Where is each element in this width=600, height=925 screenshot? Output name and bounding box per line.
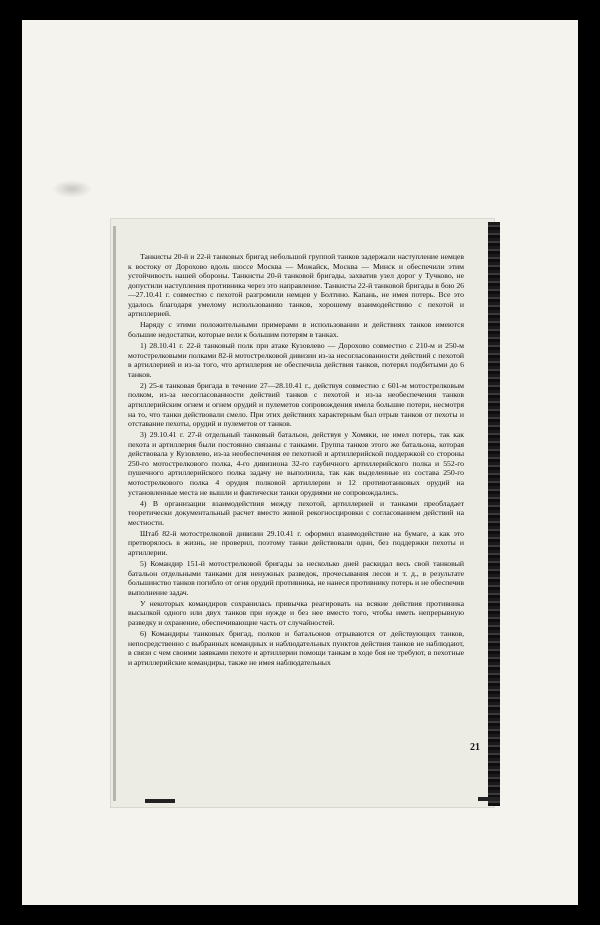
paragraph: У некоторых командиров сохранилась привычка реагировать на всякие действия противника высылкой одного или двух танков при нужде и без нее вместо того, чтобы иметь непрерывную разведку и охранение, обеспечивающие часть от случайностей.: [128, 598, 464, 627]
paragraph: Наряду с этими положительными примерами в использовании и действиях танков имеются большие недостатки, которые вели к большим потерям в танках.: [128, 320, 464, 339]
page-text: [128, 252, 464, 669]
page-bottom-mark-right: [478, 797, 500, 801]
paragraph: Штаб 82-й мотострелковой дивизии 29.10.41 г. оформил взаимодействие на бумаге, а как это претворялось в жизнь, не проверил, поэтому танки действовали одни, без поддержки пехоты и артиллерии.: [128, 528, 464, 557]
paragraph: 1) 28.10.41 г. 22-й танковый полк при атаке Кузовлево — Дорохово совместно с 210-м и 250-м мотострелковыми полками 82-й мотострелковой дивизии из-за несогласованности действий с пехотой в артиллерией и из-за того, что артиллерия не обеспечила действия танков, потерял подбитыми до 6 танков.: [128, 341, 464, 379]
paragraph: 2) 25-я танковая бригада в течение 27—28.10.41 г., действуя совместно с 601-м мотострелковым полком, из-за несогласованности действий танков с пехотой и из-за необеспечения танков артиллерийским огнем и огнем орудий и пулеметов сопровождения имела большие потери, несмотря на то, что танки действовали смело. При этих действиях характерным был отрыв танков от пехоты и отставание пехоты, орудий и пулеметов от танков.: [128, 380, 464, 429]
page-right-edge: [488, 222, 500, 806]
scan-smudge: [52, 180, 92, 198]
page-bottom-mark: [145, 799, 175, 803]
paragraph: 3) 29.10.41 г. 27-й отдельный танковый батальон, действуя у Хомяки, не имел потерь, так как пехота и артиллерия были постоянно связаны с танками. Группа танков этого же батальона, которая действовала у Кузовлево, из-за необеспечения ее пехотной и артиллерийской поддержкой со стороны 250-го мотострелкового полка, 4-го дивизиона 32-го гаубичного артиллерийского полка и 552-го пушечного артиллерийского полка задачу не выполнила, так как выделенные из состава 250-го мотострелкового полка 4 орудия полковой артиллерии и 12 противотанковых орудий на установленные места не вышли и фактически танки орудиями не сопровождались.: [128, 430, 464, 497]
paragraph: Танкисты 20-й и 22-й танковых бригад небольшой группой танков задержали наступление немцев к востоку от Дорохово вдоль шоссе Москва — Можайск, Москва — Минск и обеспечили этим устойчивость нашей обороны. Танкисты 20-й танковой бригады, захватив узел дорог у Тучково, не допустили наступления противника через это направление. Танкисты 22-й танковой бригады в бою 26—27.10.41 г. совместно с пехотой разгромили немцев у Болтино. Капань, не имея потерь. Все это удалось благодаря умелому использованию танков, хорошему взаимодействию с пехотой и артиллерией.: [128, 252, 464, 319]
page-left-edge: [113, 226, 116, 801]
page-number: 21: [470, 742, 480, 753]
paragraph: 6) Командиры танковых бригад, полков и батальонов отрываются от действующих танков, непосредственно с выбранных командных и наблюдательных пунктов действия танков не наблюдают, в связи с чем своими заявками пехоте и артиллерии помощи танкам в ходе боя не требуют, в пехотные и артиллерийские командиры, также не имея наблюдательных: [128, 629, 464, 667]
paragraph: 5) Командир 151-й мотострелковой бригады за несколько дней раскидал весь свой танковый батальон отдельными танками для ненужных разведок, прочесывания лесов и т. д., в результате большинство танков погибло от огня орудий противника, не нанеся противнику потерь и не обеспечив выполнение задач.: [128, 559, 464, 597]
paragraph: 4) В организации взаимодействия между пехотой, артиллерией и танками преобладает теоретически документальный расчет вместо живой рекогносцировки с согласованием действий на местности.: [128, 498, 464, 527]
